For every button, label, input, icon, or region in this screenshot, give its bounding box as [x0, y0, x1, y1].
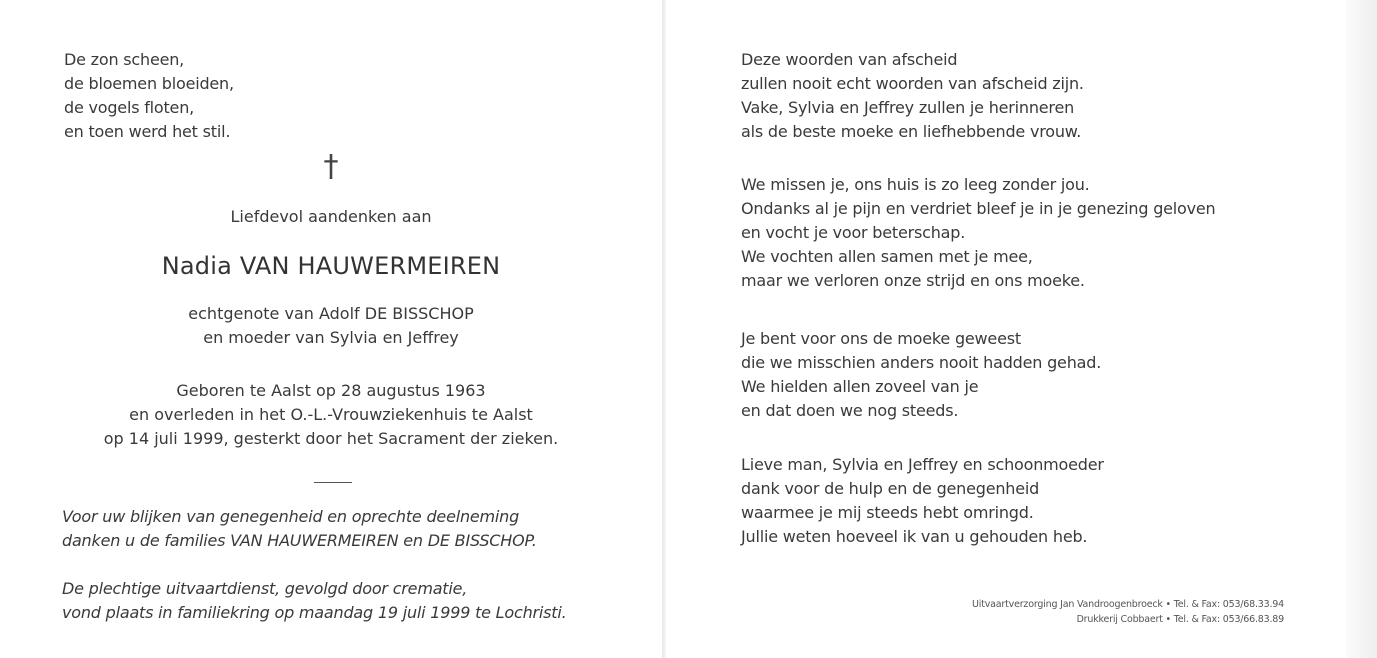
stanza-line: Deze woorden van afscheid: [741, 50, 958, 69]
stanza-line: Lieve man, Sylvia en Jeffrey en schoonmoeder: [741, 455, 1104, 474]
cross-icon: †: [323, 149, 339, 184]
stanza-2: [741, 173, 1216, 293]
life-date-line: op 14 juli 1999, gesterkt door het Sacrament der zieken.: [103, 429, 559, 448]
life-dates: [0, 379, 662, 451]
relation-line: echtgenote van Adolf DE BISSCHOP: [188, 304, 474, 323]
deceased-name: Nadia VAN HAUWERMEIREN: [161, 252, 501, 280]
stanza-line: Ondanks al je pijn en verdriet bleef je in je genezing geloven: [741, 199, 1216, 218]
poem-line: de bloemen bloeiden,: [64, 74, 234, 93]
printer-credits: [880, 597, 1284, 627]
stanza-line: Jullie weten hoeveel ik van u gehouden heb.: [741, 527, 1088, 546]
thanks-line: danken u de families VAN HAUWERMEIREN en DE BISSCHOP.: [62, 531, 537, 550]
stanza-line: We hielden allen zoveel van je: [741, 377, 979, 396]
ceremony-line: De plechtige uitvaartdienst, gevolgd door crematie,: [62, 579, 468, 598]
divider: [314, 482, 352, 483]
intro-poem: [64, 48, 234, 144]
relations: [0, 302, 662, 350]
right-edge-shadow: [1346, 0, 1377, 658]
left-card-panel: [0, 0, 662, 658]
stanza-line: als de beste moeke en liefhebbende vrouw.: [741, 122, 1082, 141]
poem-line: de vogels floten,: [64, 98, 195, 117]
relation-line: en moeder van Sylvia en Jeffrey: [203, 328, 459, 347]
stanza-line: We vochten allen samen met je mee,: [741, 247, 1033, 266]
stanza-4: [741, 453, 1104, 549]
stanza-line: Je bent voor ons de moeke geweest: [741, 329, 1021, 348]
thanks-line: Voor uw blijken van genegenheid en oprechte deelneming: [62, 507, 520, 526]
stanza-line: en dat doen we nog steeds.: [741, 401, 959, 420]
ceremony-note: [62, 577, 567, 625]
poem-line: De zon scheen,: [64, 50, 185, 69]
stanza-line: dank voor de hulp en de genegenheid: [741, 479, 1040, 498]
remembrance-line: Liefdevol aandenken aan: [230, 207, 432, 226]
stanza-1: [741, 48, 1084, 144]
credit-line: Uitvaartverzorging Jan Vandroogenbroeck • Tel. & Fax: 053/68.33.94: [972, 599, 1284, 610]
credit-line: Drukkerij Cobbaert • Tel. & Fax: 053/66.83.89: [1076, 614, 1284, 625]
stanza-line: We missen je, ons huis is zo leeg zonder jou.: [741, 175, 1090, 194]
stanza-line: waarmee je mij steeds hebt omringd.: [741, 503, 1034, 522]
poem-line: en toen werd het stil.: [64, 122, 231, 141]
ceremony-line: vond plaats in familiekring op maandag 19 juli 1999 te Lochristi.: [62, 603, 567, 622]
thanks-note: [62, 505, 537, 553]
stanza-line: en vocht je voor beterschap.: [741, 223, 966, 242]
stanza-line: die we misschien anders nooit hadden gehad.: [741, 353, 1102, 372]
stanza-line: Vake, Sylvia en Jeffrey zullen je herinneren: [741, 98, 1075, 117]
life-date-line: Geboren te Aalst op 28 augustus 1963: [176, 381, 486, 400]
stanza-line: maar we verloren onze strijd en ons moeke.: [741, 271, 1085, 290]
stanza-3: [741, 327, 1101, 423]
stanza-line: zullen nooit echt woorden van afscheid zijn.: [741, 74, 1084, 93]
life-date-line: en overleden in het O.-L.-Vrouwziekenhuis te Aalst: [129, 405, 533, 424]
